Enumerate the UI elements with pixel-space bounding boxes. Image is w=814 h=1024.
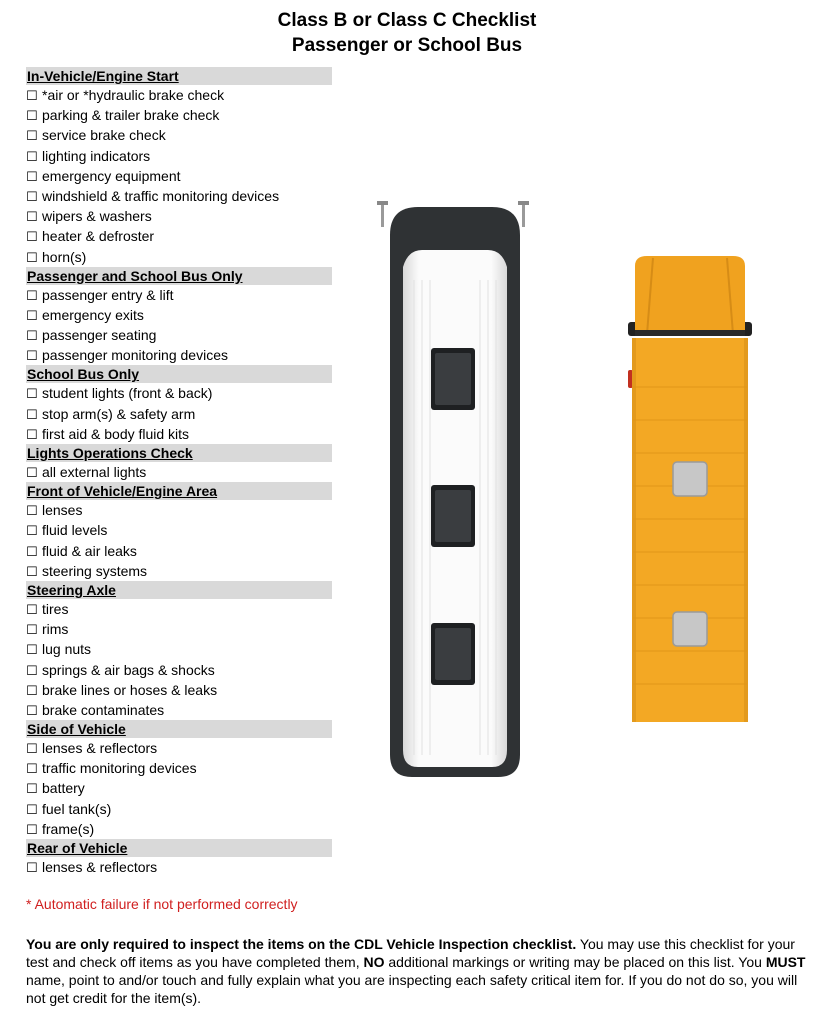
checklist-item	[26, 680, 332, 700]
checklist-item	[26, 206, 332, 226]
checkbox[interactable]: ☐	[26, 601, 38, 617]
checklist-item-label: lenses	[42, 502, 83, 519]
section-header: Side of Vehicle	[26, 720, 332, 738]
checkbox[interactable]: ☐	[26, 642, 38, 658]
checklist-item	[26, 85, 332, 105]
checklist-item-label: emergency exits	[42, 306, 144, 323]
checklist-item-label: rims	[42, 621, 69, 638]
instructions-text-2: additional markings or writing may be placed on this list. You	[384, 954, 766, 970]
checkbox[interactable]: ☐	[26, 249, 38, 265]
checkbox[interactable]: ☐	[26, 148, 38, 164]
checkbox[interactable]: ☐	[26, 503, 38, 519]
checklist-item	[26, 778, 332, 798]
checklist-item	[26, 599, 332, 619]
checklist-item	[26, 186, 332, 206]
checklist-item	[26, 325, 332, 345]
school-bus-top-view-image	[625, 252, 755, 730]
checklist-item-label: brake lines or hoses & leaks	[42, 681, 218, 698]
passenger-bus-top-view-image	[370, 195, 540, 785]
page-title: Class B or Class C Checklist	[277, 10, 537, 31]
checkbox[interactable]: ☐	[26, 523, 38, 539]
checklist-item	[26, 383, 332, 403]
instructions-no: NO	[363, 954, 385, 970]
checklist-item	[26, 799, 332, 819]
checklist-item	[26, 226, 332, 246]
checkbox[interactable]: ☐	[26, 188, 38, 204]
checkbox[interactable]: ☐	[26, 307, 38, 323]
checklist-item	[26, 125, 332, 145]
checklist-item-label: lenses & reflectors	[42, 859, 158, 875]
checklist-item	[26, 462, 332, 482]
checkbox[interactable]: ☐	[26, 287, 38, 303]
checklist-item-label: fluid & air leaks	[42, 542, 137, 559]
checklist-item	[26, 619, 332, 639]
checkbox[interactable]: ☐	[26, 702, 38, 718]
checklist-item-label: lenses & reflectors	[42, 740, 158, 757]
checklist-item-label: battery	[42, 780, 85, 797]
checklist-item-label: fluid levels	[42, 522, 108, 539]
checklist-item-label: heater & defroster	[42, 228, 155, 245]
checklist-item	[26, 500, 332, 520]
section-header: Lights Operations Check	[26, 444, 332, 462]
checklist-item-label: lug nuts	[42, 641, 92, 658]
checklist-item-label: passenger monitoring devices	[42, 347, 228, 364]
checklist-item-label: lighting indicators	[42, 147, 151, 164]
checkbox[interactable]: ☐	[26, 406, 38, 422]
instructions-text-3: name, point to and/or touch and fully explain what you are inspecting each safety critical item for. If you do not do so, you will not get credit for the item(s).	[26, 972, 798, 1006]
checklist-item-label: passenger entry & lift	[42, 286, 174, 303]
checklist-item-label: wipers & washers	[42, 208, 152, 225]
checkbox[interactable]: ☐	[26, 229, 38, 245]
checklist-item	[26, 305, 332, 325]
checklist-item-label: student lights (front & back)	[42, 385, 213, 402]
section-header: Rear of Vehicle	[26, 839, 332, 857]
checklist-item	[26, 541, 332, 561]
checkbox[interactable]: ☐	[26, 108, 38, 124]
checklist-item	[26, 819, 332, 839]
checkbox[interactable]: ☐	[26, 543, 38, 559]
checkbox[interactable]: ☐	[26, 386, 38, 402]
automatic-failure-note: * Automatic failure if not performed correctly	[26, 896, 298, 912]
checklist-item	[26, 285, 332, 305]
checkbox[interactable]: ☐	[26, 662, 38, 678]
checkbox[interactable]: ☐	[26, 761, 38, 777]
checkbox[interactable]: ☐	[26, 622, 38, 638]
checkbox[interactable]: ☐	[26, 682, 38, 698]
checklist-item	[26, 700, 332, 720]
section-header: In-Vehicle/Engine Start	[26, 67, 332, 85]
instructions-text-1: You may use this checklist for your test and check off items as you have completed them,	[26, 936, 795, 970]
checklist-item-label: parking & trailer brake check	[42, 107, 220, 124]
checklist-item-label: *air or *hydraulic brake check	[42, 87, 225, 103]
checkbox[interactable]: ☐	[26, 563, 38, 579]
checklist-item-label: passenger seating	[42, 327, 157, 344]
checkbox[interactable]: ☐	[26, 801, 38, 817]
checkbox[interactable]: ☐	[26, 426, 38, 442]
checklist-item-label: stop arm(s) & safety arm	[42, 405, 196, 422]
checklist-item	[26, 404, 332, 424]
section-header: Steering Axle	[26, 581, 332, 599]
checkbox[interactable]: ☐	[26, 860, 38, 875]
checklist-item	[26, 520, 332, 540]
checklist-item	[26, 345, 332, 365]
checklist-item-label: service brake check	[42, 127, 166, 144]
section-header: Passenger and School Bus Only	[26, 267, 332, 285]
checklist-item-label: emergency equipment	[42, 167, 181, 184]
checklist-item-label: windshield & traffic monitoring devices	[42, 187, 280, 204]
checklist-item	[26, 857, 332, 877]
checkbox[interactable]: ☐	[26, 88, 38, 103]
instructions-bold-lead: You are only required to inspect the items on the CDL Vehicle Inspection checklist.	[26, 936, 577, 952]
checklist-item-label: traffic monitoring devices	[42, 760, 197, 777]
checkbox[interactable]: ☐	[26, 128, 38, 144]
checkbox[interactable]: ☐	[26, 348, 38, 364]
checklist-item	[26, 105, 332, 125]
instructions-must: MUST	[765, 954, 806, 970]
checklist-item	[26, 639, 332, 659]
checklist-item	[26, 738, 332, 758]
section-header: Front of Vehicle/Engine Area	[26, 482, 332, 500]
checklist-item-label: frame(s)	[42, 820, 95, 837]
checklist-item	[26, 424, 332, 444]
checklist-item-label: steering systems	[42, 562, 148, 579]
instructions-paragraph	[26, 935, 806, 1007]
section-header: School Bus Only	[26, 365, 332, 383]
inspection-checklist	[26, 67, 332, 877]
checklist-item-label: tires	[42, 600, 69, 617]
checklist-item-label: first aid & body fluid kits	[42, 425, 190, 442]
checkbox[interactable]: ☐	[26, 168, 38, 184]
checklist-item-label: fuel tank(s)	[42, 800, 112, 817]
checklist-item-label: horn(s)	[42, 248, 87, 265]
checklist-item	[26, 146, 332, 166]
checkbox[interactable]: ☐	[26, 465, 38, 480]
checklist-item-label: springs & air bags & shocks	[42, 661, 215, 678]
page-subtitle: Passenger or School Bus	[291, 35, 523, 56]
checklist-item	[26, 561, 332, 581]
checklist-item	[26, 660, 332, 680]
checklist-item	[26, 247, 332, 267]
checkbox[interactable]: ☐	[26, 741, 38, 757]
checklist-item	[26, 166, 332, 186]
checkbox[interactable]: ☐	[26, 781, 38, 797]
checkbox[interactable]: ☐	[26, 328, 38, 344]
checklist-item-label: all external lights	[42, 464, 147, 480]
checklist-item-label: brake contaminates	[42, 701, 165, 718]
checklist-item	[26, 758, 332, 778]
checkbox[interactable]: ☐	[26, 821, 38, 837]
checkbox[interactable]: ☐	[26, 209, 38, 225]
